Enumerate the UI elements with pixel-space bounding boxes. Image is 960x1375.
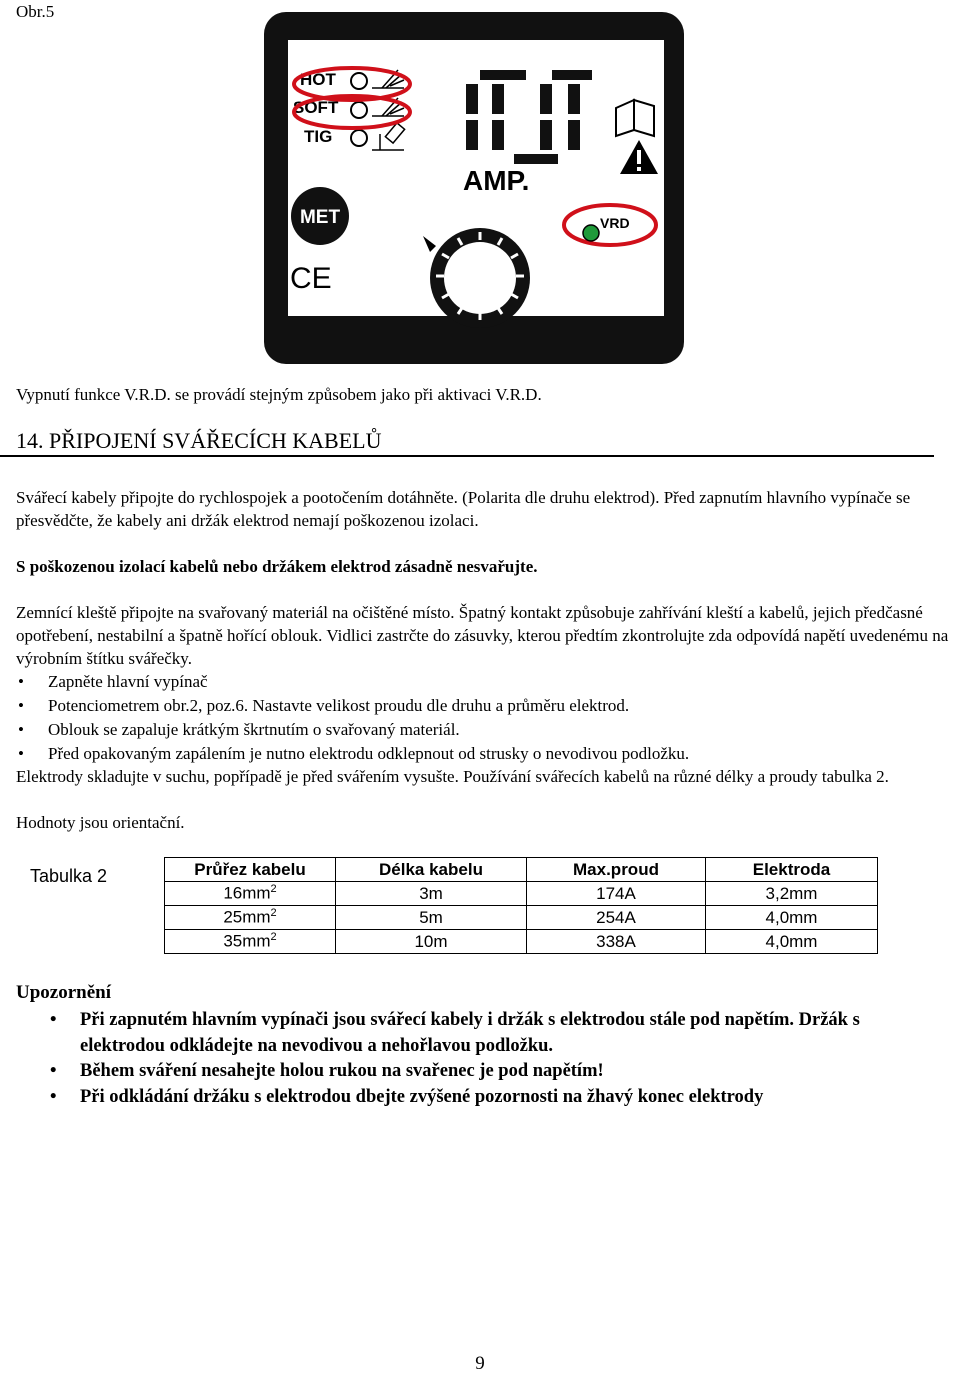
paragraph-values-note: Hodnoty jsou orientační. [16,813,185,832]
soft-led[interactable] [351,102,367,118]
cell-cross-section: $25mm^2$ [165,906,336,930]
mode-label-hot: HOT [300,70,336,89]
vrd-label: VRD [600,215,630,231]
table-row [165,930,878,954]
table-label: Tabulka 2 [30,866,108,886]
insulation-warning: S poškozenou izolací kabelů nebo držákem elektrod zásadně nesvařujte. [16,557,538,576]
paragraph-ground-clamp: Zemnící kleště připojte na svařovaný materiál na očištěné místo. Špatný kontakt způsobuje zahřívání kleští a kabelů, jejich předčasné opotřebení, nestabilní a špatně hořící oblouk. Vidlici zastrčte do zásuvky, kterou předtím zkontrolujte zda odpovídá napětí uvedenému na výrobním štítku svářečky. [16,603,949,668]
paragraph-electrode-storage: Elektrody skladujte v suchu, popřípadě je před svářením vysušte. Používání svářecích kabelů na různé délky a proudy tabulka 2. [16,767,889,786]
amp-unit-label: AMP. [463,165,530,196]
list-item: • Při odkládání držáku s elektrodou dbejte zvýšené pozornosti na žhavý konec elektrody [50,1086,764,1107]
mode-label-soft: SOFT [293,98,339,117]
cell-current: 254A [527,906,706,930]
header-cable-length: Délka kabelu [336,858,527,882]
figure-label: Obr.5 [16,2,55,21]
table-header-row [165,858,878,882]
met-label: MET [299,207,341,228]
vrd-deactivation-note: Vypnutí funkce V.R.D. se provádí stejným způsobem jako při aktivaci V.R.D. [16,385,542,404]
page-number: 9 [475,1353,485,1374]
cell-electrode: 3,2mm [706,882,878,906]
header-cross-section: Průřez kabelu [165,858,336,882]
list-item: • Oblouk se zapaluje krátkým škrtnutím o svařovaný materiál. [18,720,460,739]
notice-list [16,1008,916,1110]
table-row [165,882,878,906]
header-electrode: Elektroda [706,858,878,882]
instruction-list [16,670,916,766]
section-title: 14. PŘIPOJENÍ SVÁŘECÍCH KABELŮ [16,428,382,453]
cell-current: 338A [527,930,706,954]
manual-book-icon [616,100,654,136]
list-item: • Zapněte hlavní vypínač [18,672,208,691]
ce-mark: CE [290,262,332,295]
paragraph-cable-connection: Svářecí kabely připojte do rychlospojek a pootočením dotáhněte. (Polarita dle druhu elektrod). Před zapnutím hlavního vypínače se přesvědčte, že kabely ani držák elektrod nemají poškozenou izolaci. [16,488,911,530]
list-item: • Před opakovaným zapálením je nutno elektrodu odklepnout od strusky o nevodivou podložku. [18,744,690,763]
header-max-current: Max.proud [527,858,706,882]
tig-led[interactable] [351,130,367,146]
cell-cross-section: $16mm^2$ [165,882,336,906]
cable-table [164,857,878,954]
vrd-led [583,225,599,241]
cell-length: 10m [336,930,527,954]
cell-cross-section: $35mm^2$ [165,930,336,954]
list-item: • Při zapnutém hlavním vypínači jsou svářecí kabely i držák s elektrodou stále pod napětím. Držák s elektrodou odkládejte na nevodivou a nehořlavou podložku. [50,1010,860,1056]
cell-current: 174A [527,882,706,906]
mode-label-tig: TIG [304,127,333,146]
section-underline [0,455,934,457]
hot-led[interactable] [351,73,367,89]
list-item: • Potenciometrem obr.2, poz.6. Nastavte velikost proudu dle druhu a průměru elektrod. [18,696,630,715]
table-row [165,906,878,930]
cell-electrode: 4,0mm [706,930,878,954]
cell-length: 3m [336,882,527,906]
list-item: • Během sváření nesahejte holou rukou na svařenec je pod napětím! [50,1061,604,1081]
control-panel-figure [258,8,688,370]
cell-electrode: 4,0mm [706,906,878,930]
notice-title: Upozornění [16,982,111,1003]
cell-length: 5m [336,906,527,930]
